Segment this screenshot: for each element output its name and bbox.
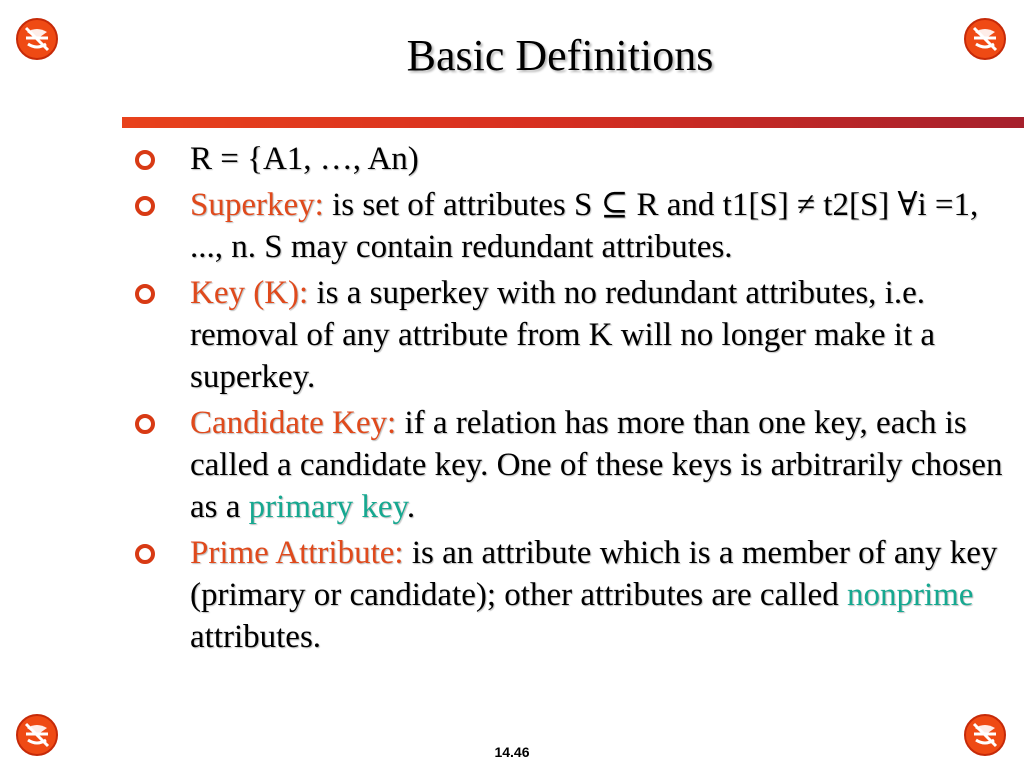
bullet-icon (134, 543, 156, 565)
list-item (130, 402, 1010, 528)
item-text: is set of attributes S ⊆ R and t1[S] ≠ t2[S] ∀i =1, ..., n. S may contain redundant attributes. (190, 187, 979, 265)
bullet-icon (134, 413, 156, 435)
item-text: if a relation has more than one key, each is called a candidate key. One of these keys is arbitrarily chosen as a (190, 405, 1003, 525)
bullet-icon (134, 195, 156, 217)
bullet-icon (134, 149, 156, 171)
slide-title: Basic Definitions (406, 31, 714, 80)
list-item (130, 138, 1010, 180)
item-highlight: primary key (248, 489, 407, 525)
logo-icon (14, 712, 60, 758)
item-tail: . (406, 489, 416, 525)
item-term: Superkey: (190, 187, 324, 223)
item-tail: attributes. (190, 619, 322, 655)
page-number: 14.46 (494, 744, 530, 760)
item-text: is an attribute which is a member of any key (primary or candidate); other attributes are called (190, 535, 998, 613)
item-text: R = {A1, …, An) (190, 141, 419, 177)
item-highlight: nonprime (846, 577, 974, 613)
list-item (130, 532, 1010, 658)
item-text: is a superkey with no redundant attributes, i.e. removal of any attribute from K will no longer make it a superkey. (190, 275, 936, 395)
logo-icon (962, 16, 1008, 62)
list-item (130, 184, 1010, 268)
bullet-icon (134, 283, 156, 305)
logo-icon (14, 16, 60, 62)
title-divider (122, 117, 1024, 128)
item-term: Prime Attribute: (190, 535, 404, 571)
item-term: Key (K): (190, 275, 309, 311)
item-term: Candidate Key: (190, 405, 397, 441)
list-item (130, 272, 1010, 398)
logo-icon (962, 712, 1008, 758)
definition-list (130, 138, 1010, 662)
